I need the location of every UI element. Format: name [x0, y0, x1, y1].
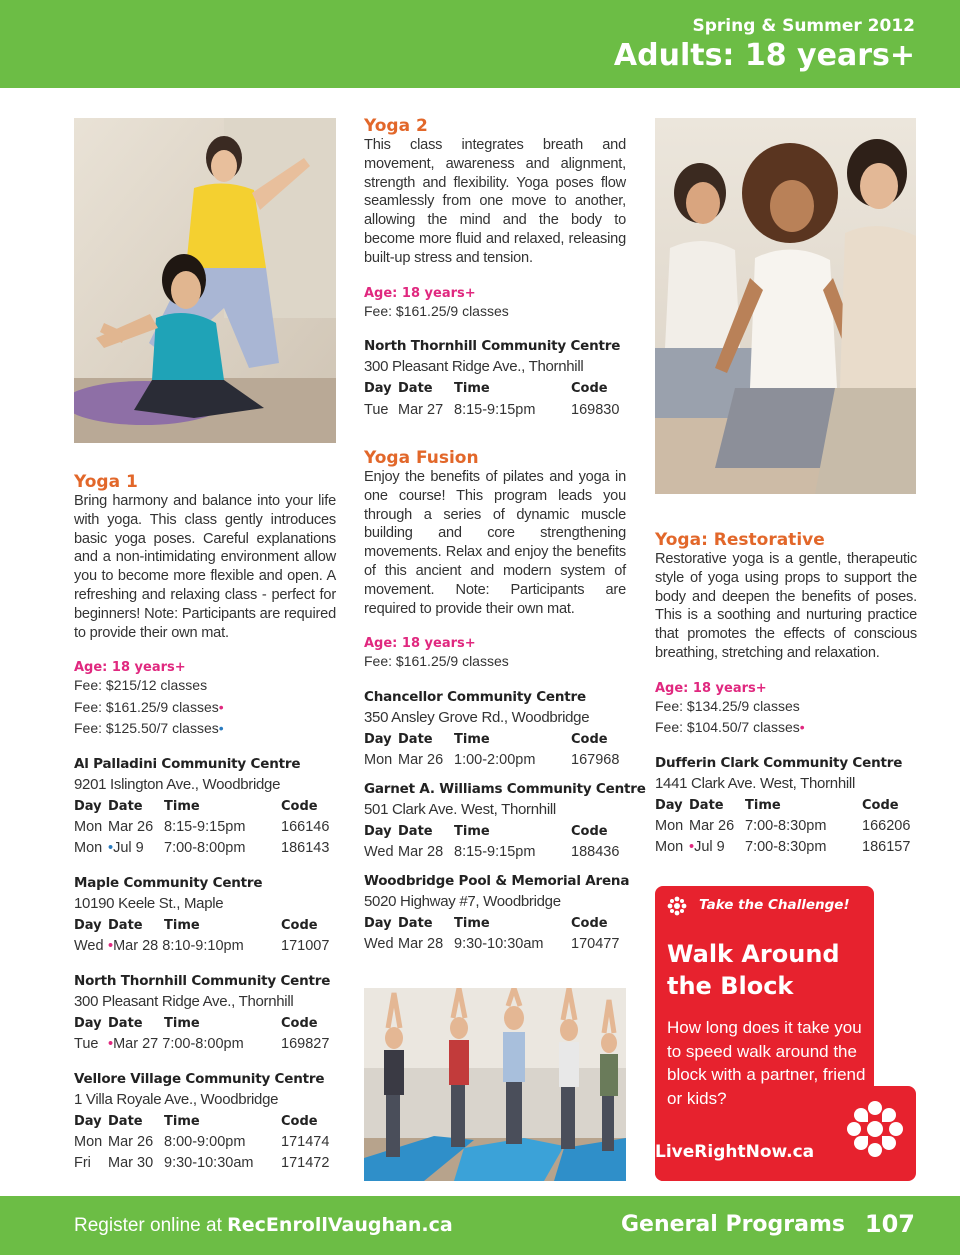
restorative-age: Age: 18 years+: [655, 680, 767, 696]
schedule-table: [364, 821, 626, 863]
fusion-section: [364, 448, 646, 955]
location-address: 501 Clark Ave. West, Thornhill: [364, 800, 556, 818]
location-block: [364, 687, 626, 771]
schedule-header: Day Date Time Code: [364, 823, 608, 839]
location-block: [74, 754, 336, 859]
schedule-row: Wed Mar 28 8:15-9:15pm 188436: [364, 844, 620, 861]
yoga2-age: Age: 18 years+: [364, 285, 476, 301]
schedule-header: Day Date Time Code: [74, 798, 318, 814]
location-name: Maple Community Centre: [74, 874, 263, 891]
schedule-row: Tue •Mar 27 7:00-8:00pm 169827: [74, 1036, 330, 1053]
location-block: [364, 871, 630, 955]
location-block: [74, 873, 336, 957]
location-address: 300 Pleasant Ridge Ave., Thornhill: [364, 358, 584, 376]
fusion-description: Enjoy the benefits of pilates and yoga in one course! This program leads you through a series of dynamic muscle building and core strengthening movements. Relax and enjoy the benefits of this ancient and modern system of movement. Note: Participants are required to provide their own mat.: [364, 469, 626, 617]
yoga1-fee: Fee: $161.25/9 classes•: [74, 698, 224, 715]
schedule-row: Fri Mar 30 9:30-10:30am 171472: [74, 1155, 330, 1172]
schedule-table: [74, 1111, 336, 1174]
schedule-row: Mon Mar 26 1:00-2:00pm 167968: [364, 752, 620, 769]
page-footer: [0, 1196, 960, 1255]
fee-marker: •: [799, 719, 805, 736]
schedule-row: Mon Mar 26 8:00-9:00pm 171474: [74, 1134, 330, 1151]
yoga1-description: Bring harmony and balance into your life with yoga. This class gently introduces basic yoga poses. Careful explanations and a non-intimidating environment allow you to become more flexible and open. A refreshing and relaxing class - perfect for beginners! Note: Participants are required to provide their own mat.: [74, 493, 336, 641]
season-label: Spring & Summer 2012: [692, 16, 915, 36]
schedule-row: Mon Mar 26 8:15-9:15pm 166146: [74, 819, 330, 836]
yoga1-age: Age: 18 years+: [74, 660, 186, 676]
restorative-title: Yoga: Restorative: [655, 530, 825, 550]
location-address: 1441 Clark Ave. West, Thornhill: [655, 774, 855, 792]
register-site-link[interactable]: RecEnrollVaughan.ca: [227, 1214, 453, 1236]
yoga1-fee: Fee: $125.50/7 classes•: [74, 720, 224, 737]
location-address: 10190 Keele St., Maple: [74, 894, 224, 912]
location-name: Al Palladini Community Centre: [74, 755, 301, 772]
page-number: 107: [864, 1210, 915, 1238]
schedule-table: [655, 795, 917, 858]
fusion-fee: Fee: $161.25/9 classes: [364, 653, 509, 670]
location-name: North Thornhill Community Centre: [74, 972, 331, 989]
schedule-table: [364, 913, 626, 955]
location-block: [655, 753, 917, 858]
fee-marker: •: [218, 698, 224, 715]
location-name: Vellore Village Community Centre: [74, 1070, 325, 1087]
restorative-fee: Fee: $134.25/9 classes: [655, 697, 800, 714]
schedule-header: Day Date Time Code: [74, 917, 318, 933]
fusion-title: Yoga Fusion: [364, 448, 479, 468]
restorative-fee: Fee: $104.50/7 classes•: [655, 719, 805, 736]
schedule-table: [364, 378, 626, 420]
schedule-header: Day Date Time Code: [364, 381, 608, 397]
schedule-table: [74, 915, 336, 957]
location-block: [364, 336, 626, 420]
schedule-table: [74, 1013, 336, 1055]
schedule-header: Day Date Time Code: [74, 1015, 318, 1031]
yoga-poses-photo: [74, 118, 336, 443]
fee-marker: •: [218, 720, 224, 737]
meditation-photo: [655, 118, 916, 494]
fusion-age: Age: 18 years+: [364, 636, 476, 652]
location-address: 9201 Islington Ave., Woodbridge: [74, 775, 281, 793]
group-tree-pose-photo: [364, 988, 626, 1181]
schedule-row: Mon Mar 26 7:00-8:30pm 166206: [655, 818, 911, 835]
location-address: 1 Villa Royale Ave., Woodbridge: [74, 1090, 279, 1108]
yoga1-section: [74, 472, 336, 1174]
yoga1-fee: Fee: $215/12 classes: [74, 677, 208, 694]
flower-icon: [667, 896, 687, 916]
challenge-promo: [655, 886, 916, 1181]
challenge-label: Take the Challenge!: [699, 897, 850, 913]
restorative-description: Restorative yoga is a gentle, therapeutic style of yoga using props to support the body and deepen the benefits of poses. This is a soothing and nurturing practice that promotes the effects of conscious breathing, stretching and relaxation.: [655, 551, 917, 661]
yoga2-title: Yoga 2: [364, 116, 428, 136]
cbc-gem-logo-icon: [844, 1098, 906, 1160]
schedule-table: [74, 796, 336, 859]
page-title: Adults: 18 years+: [613, 38, 915, 73]
schedule-row: Mon •Jul 9 7:00-8:30pm 186157: [655, 839, 911, 856]
schedule-header: Day Date Time Code: [655, 797, 899, 813]
schedule-row: Wed •Mar 28 8:10-9:10pm 171007: [74, 938, 330, 955]
location-address: 300 Pleasant Ridge Ave., Thornhill: [74, 992, 294, 1010]
location-name: North Thornhill Community Centre: [364, 338, 621, 355]
schedule-row: Tue Mar 27 8:15-9:15pm 169830: [364, 401, 620, 418]
location-name: Woodbridge Pool & Memorial Arena: [364, 872, 630, 889]
location-block: [74, 971, 336, 1055]
section-label: General Programs: [620, 1212, 845, 1237]
yoga2-section: [364, 116, 626, 420]
yoga1-title: Yoga 1: [74, 472, 138, 492]
schedule-row: Wed Mar 28 9:30-10:30am 170477: [364, 936, 620, 953]
schedule-header: Day Date Time Code: [364, 915, 608, 931]
schedule-header: Day Date Time Code: [74, 1113, 318, 1129]
location-name: Garnet A. Williams Community Centre: [364, 780, 646, 797]
location-block: [74, 1069, 336, 1174]
promo-url-link[interactable]: LiveRightNow.ca: [655, 1142, 815, 1162]
schedule-row: Mon •Jul 9 7:00-8:00pm 186143: [74, 840, 330, 857]
location-name: Dufferin Clark Community Centre: [655, 754, 903, 771]
yoga2-description: This class integrates breath and movement, awareness and alignment, strength and flexibility. Yoga poses flow seamlessly from one move to another, allowing the mind and the body to become more fluid and relaxed, releasing built-up stress and tension.: [364, 137, 626, 266]
register-line: Register online at RecEnrollVaughan.ca: [74, 1214, 453, 1236]
location-address: 5020 Highway #7, Woodbridge: [364, 892, 561, 910]
schedule-header: Day Date Time Code: [364, 731, 608, 747]
location-address: 350 Ansley Grove Rd., Woodbridge: [364, 708, 590, 726]
schedule-table: [364, 729, 626, 771]
location-name: Chancellor Community Centre: [364, 688, 586, 705]
promo-body: How long does it take you to speed walk around the block with a partner, friend or kids?: [667, 1018, 866, 1108]
promo-headline: Walk Around the Block: [667, 940, 840, 1000]
restorative-section: [655, 530, 917, 858]
yoga2-fee: Fee: $161.25/9 classes: [364, 302, 509, 319]
page-header: [0, 0, 960, 88]
location-block: [364, 779, 646, 863]
